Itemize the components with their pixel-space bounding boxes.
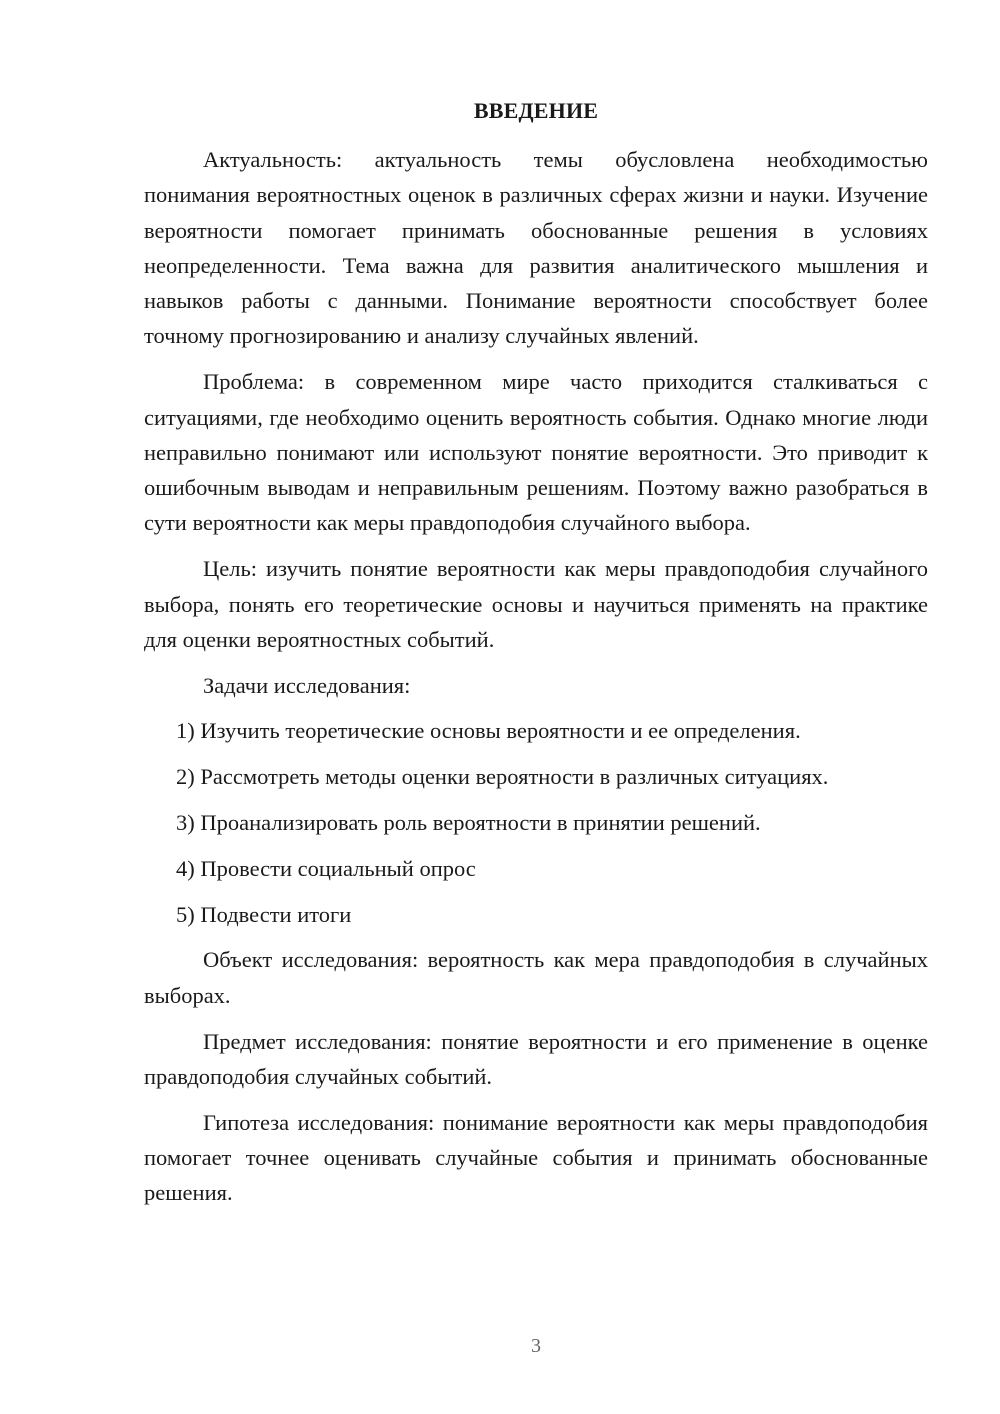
subject-paragraph: Предмет исследования: понятие вероятности и его применение в оценке правдоподобия случайных событий. (144, 1028, 928, 1089)
page-content (144, 142, 928, 1211)
tasks-heading: Задачи исследования: (203, 672, 411, 698)
relevance-paragraph: Актуальность: актуальность темы обусловлена необходимостью понимания вероятностных оценок в различных сферах жизни и науки. Изучение вероятности помогает принимать обоснованные решения в условиях неопределенности. Тема важна для развития аналитического мышления и навыков работы с данными. Понимание вероятности способствует более точному прогнозированию и анализу случайных явлений. (144, 147, 928, 349)
tasks-list (144, 713, 928, 931)
task-item: 3) Проанализировать роль вероятности в принятии решений. (176, 810, 761, 836)
object-paragraph: Объект исследования: вероятность как мера правдоподобия в случайных выборах. (144, 947, 928, 1008)
page-number: 3 (531, 1335, 541, 1357)
hypothesis-paragraph: Гипотеза исследования: понимание вероятности как меры правдоподобия помогает точнее оценивать случайные события и принимать обоснованные решения. (144, 1109, 928, 1206)
problem-paragraph: Проблема: в современном мире часто приходится сталкиваться с ситуациями, где необходимо оценить вероятность события. Однако многие люди неправильно понимают или используют понятие вероятности. Это приводит к ошибочным выводам и неправильным решениям. Поэтому важно разобраться в сути вероятности как меры правдоподобия случайного выбора. (144, 369, 928, 536)
task-item: 4) Провести социальный опрос (176, 855, 476, 881)
goal-paragraph: Цель: изучить понятие вероятности как меры правдоподобия случайного выбора, понять его теоретические основы и научиться применять на практике для оценки вероятностных событий. (144, 556, 928, 652)
task-item: 2) Рассмотреть методы оценки вероятности в различных ситуациях. (176, 764, 829, 790)
task-item: 5) Подвести итоги (176, 901, 352, 927)
task-item: 1) Изучить теоретические основы вероятности и ее определения. (176, 718, 801, 744)
page-title: ВВЕДЕНИЕ (473, 98, 599, 123)
